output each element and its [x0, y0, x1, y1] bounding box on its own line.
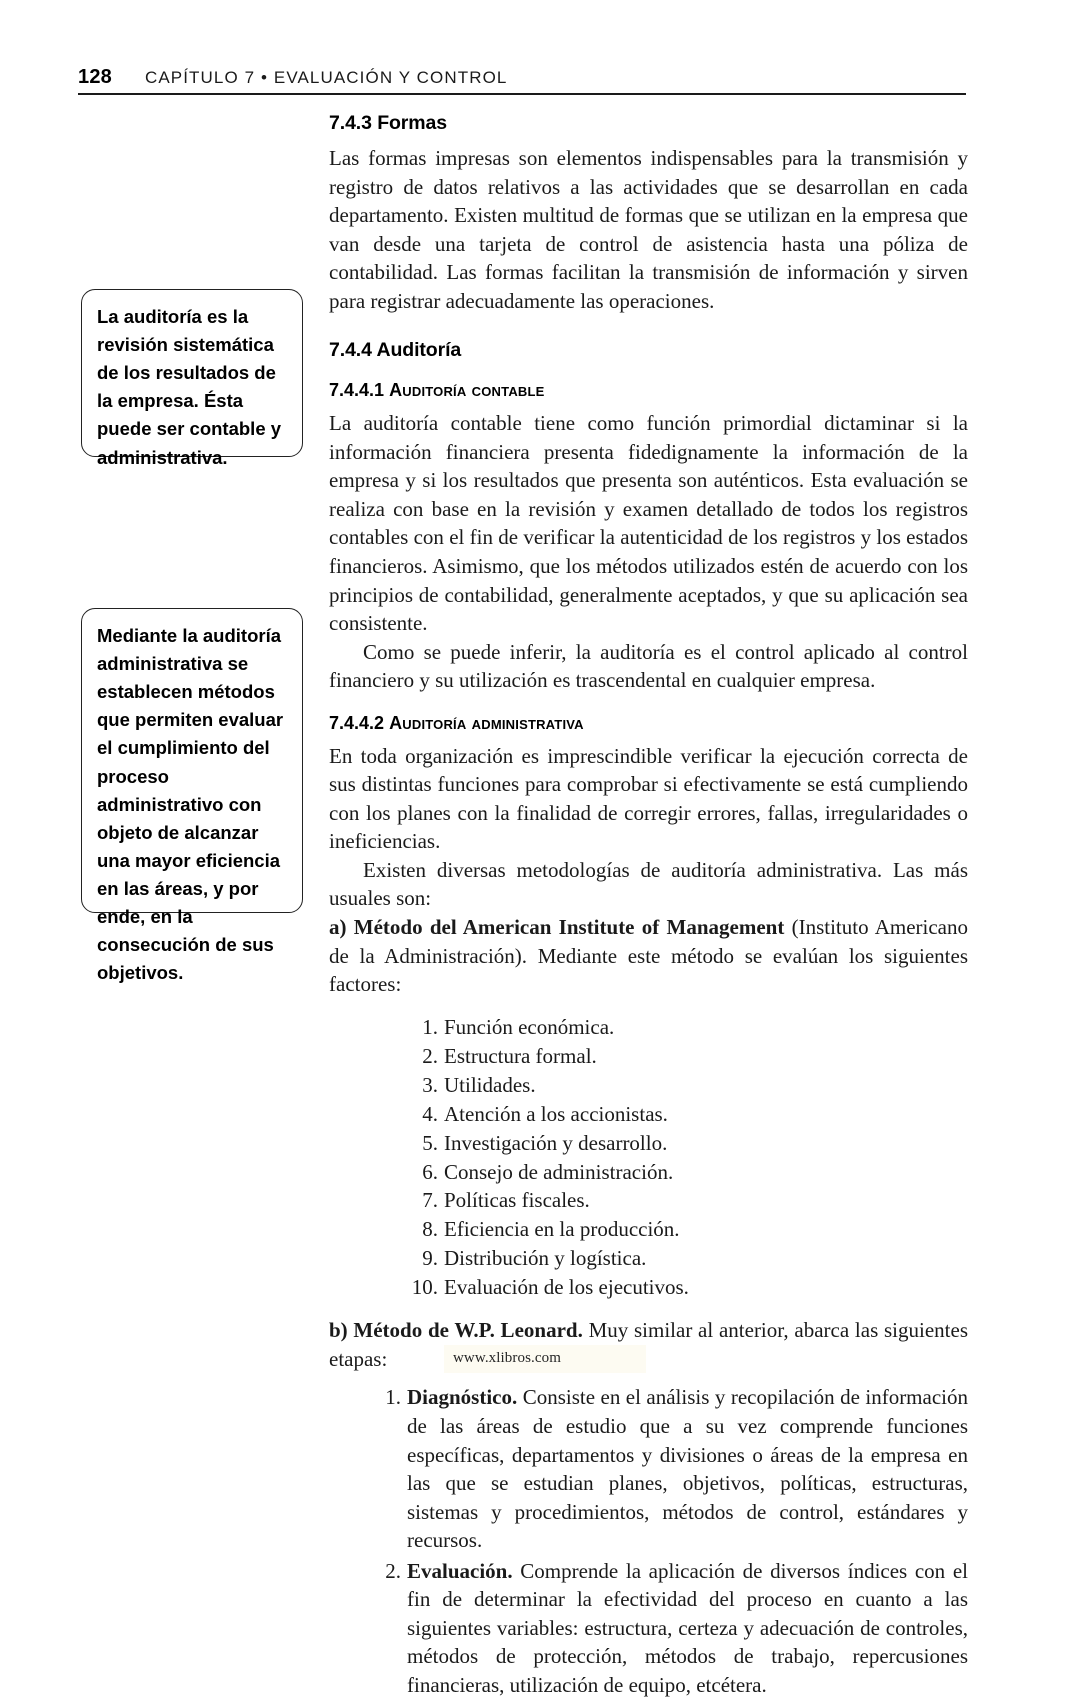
- method-a-factor-list: [329, 1013, 968, 1303]
- paragraph-administrativa-1: En toda organización es imprescindible verificar la ejecución correcta de sus distintas funciones para comprobar si efectivamente se está cumpliendo con los planes con la finalidad de corregir errores, fallas, irregularidades o ineficiencias.: [329, 743, 968, 854]
- list-item: Políticas fiscales.: [444, 1188, 590, 1213]
- paragraph-contable-1: La auditoría contable tiene como función primordial dictaminar si la información financiera presenta fidedignamente la información de la empresa y si los resultados que presenta son auténticos. Esta evaluación se realiza con base en la revisión y examen detallado de todos los registros contables con el fin de verificar la autenticidad de los registros y los estados financieros. Asimismo, que los métodos utilizados estén de acuerdo con los principios de contabilidad, generalmente aceptados, y que su aplicación sea consistente.: [329, 411, 968, 636]
- subsection-title: Auditoría administrativa: [389, 712, 584, 733]
- method-b-description: Muy similar al anterior, abarca las siguientes etapas:: [329, 1318, 968, 1371]
- step-text: Comprende la aplicación de diversos índices con el fin de determinar la efectividad del proceso en cuanto a las siguientes variables: estructura, certeza y adecuación de controles, métodos de protección, métodos de trabajo, repercusiones financieras, utilización de equipo, etcétera.: [407, 1558, 968, 1697]
- method-a-intro: [329, 913, 968, 999]
- subsection-number: 7.4.4.2: [329, 712, 385, 733]
- method-b-label: b) Método de W.P. Leonard.: [329, 1318, 583, 1343]
- heading-7-4-4-2-auditoria-administrativa: [329, 713, 968, 734]
- paragraph-contable-2: Como se puede inferir, la auditoría es el control aplicado al control financiero y su utilización es trascendental en cualquier empresa.: [329, 639, 968, 693]
- step-term: Diagnóstico.: [407, 1385, 518, 1410]
- subsection-title: Auditoría contable: [389, 380, 545, 401]
- margin-callout-text: Mediante la auditoría administrativa se establecen métodos que permiten evaluar el cumplimiento del proceso administrativo con objeto de alcanzar una mayor eficiencia en las áreas, y por ende, en la consecución de sus objetivos.: [97, 625, 284, 984]
- heading-7-4-4-auditoria: 7.4.4 Auditoría: [329, 339, 462, 362]
- header-rule: [78, 93, 966, 95]
- step-term: Evaluación.: [407, 1558, 513, 1583]
- list-item: [407, 1383, 968, 1554]
- list-item: Atención a los accionistas.: [444, 1101, 668, 1126]
- paragraph-administrativa-2: Existen diversas metodologías de auditoría administrativa. Las más usuales son:: [329, 857, 968, 911]
- list-item: [407, 1557, 968, 1700]
- method-b-step-list: [329, 1383, 968, 1699]
- method-a-label: a) Método del American Institute of Management: [329, 915, 785, 940]
- heading-7-4-4-1-auditoria-contable: [329, 380, 968, 401]
- watermark-url: www.xlibros.com: [453, 1350, 562, 1366]
- list-item: Utilidades.: [444, 1072, 536, 1097]
- page-number: 128: [78, 66, 112, 88]
- list-item: Distribución y logística.: [444, 1246, 647, 1271]
- list-item: Investigación y desarrollo.: [444, 1130, 668, 1155]
- list-item: Evaluación de los ejecutivos.: [444, 1275, 689, 1300]
- chapter-title: CAPÍTULO 7 • EVALUACIÓN Y CONTROL: [144, 68, 508, 87]
- margin-callout-text: La auditoría es la revisión sistemática de los resultados de la empresa. Ésta puede ser contable y administrativa.: [97, 306, 282, 468]
- paragraph-formas: Las formas impresas son elementos indispensables para la transmisión y registro de datos relativos a las actividades que se desarrollan en cada departamento. Existen multitud de formas que se utilizan en la empresa que van desde una tarjeta de control de asistencia hasta una póliza de contabilidad. Las formas facilitan la transmisión de información y sirven para registrar adecuadamente las operaciones.: [329, 146, 968, 313]
- list-item: Estructura formal.: [444, 1043, 597, 1068]
- heading-7-4-3-formas: 7.4.3 Formas: [329, 112, 448, 134]
- running-head: [78, 66, 966, 89]
- list-item: Eficiencia en la producción.: [444, 1217, 680, 1242]
- list-item: Función económica.: [444, 1014, 615, 1039]
- step-text: Consiste en el análisis y recopilación de información de las áreas de estudio que a su vez comprende funciones específicas, departamentos y divisiones o áreas de la empresa en las que se estudian planes, objetivos, políticas, estructuras, sistemas y procedimientos, métodos de control, estándares y recursos.: [407, 1385, 968, 1553]
- method-b-intro: [329, 1316, 968, 1373]
- subsection-number: 7.4.4.1: [329, 380, 385, 401]
- method-a-description: (Instituto Americano de la Administración). Mediante este método se evalúan los siguientes factores:: [329, 915, 968, 997]
- list-item: Consejo de administración.: [444, 1159, 674, 1184]
- margin-callout-auditoria-definicion: [81, 289, 303, 468]
- main-text-column: [329, 112, 968, 1701]
- margin-callout-auditoria-administrativa: [81, 608, 303, 984]
